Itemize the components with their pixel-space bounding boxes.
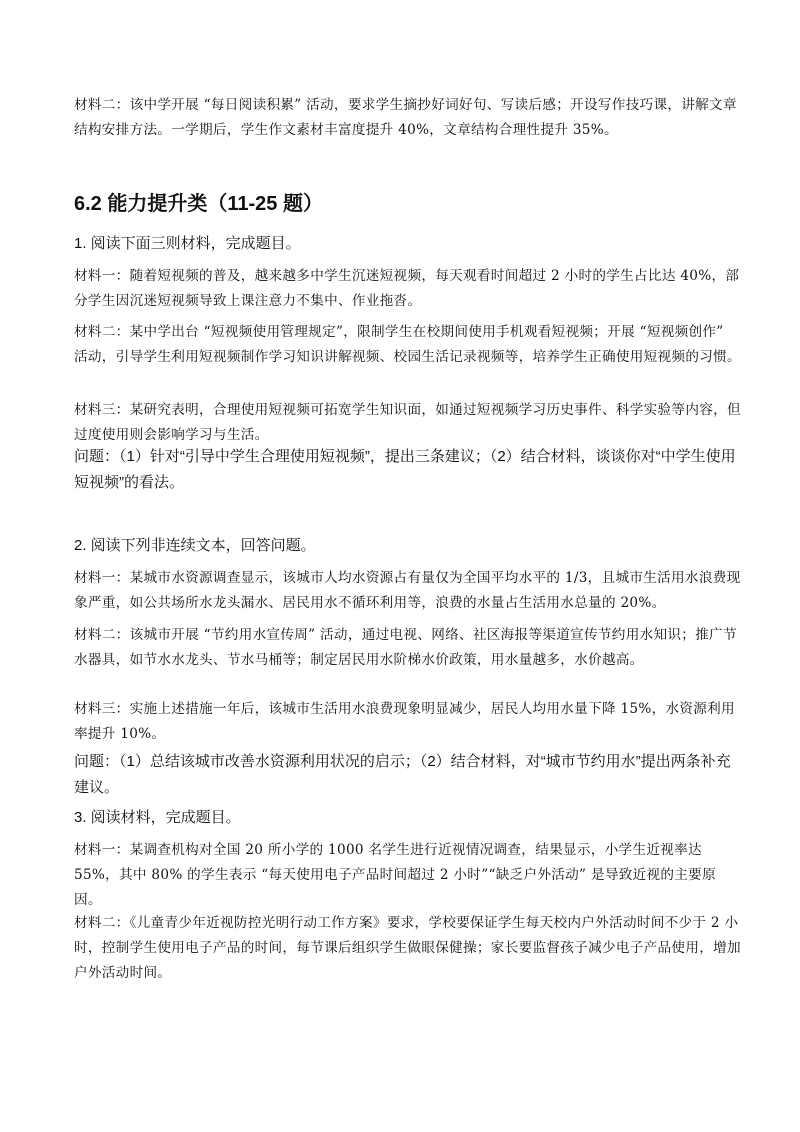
q3-material-2: 材料二：《儿童青少年近视防控光明行动工作方案》要求，学校要保证学生每天校内户外活动时间不少于 2 小时，控制学生使用电子产品的时间，每节课后组织学生做眼保健操；家长要监督孩子减少电子产品使用，增加户外活动时间。 <box>74 915 741 981</box>
section-heading: 6.2 能力提升类（11-25 题） <box>74 193 323 215</box>
q2-question: 问题：（1）总结该城市改善水资源利用状况的启示；（2）结合材料，对“城市节约用水”提出两条补充建议。 <box>74 753 731 796</box>
top-material-2: 材料二：该中学开展 “每日阅读积累” 活动，要求学生摘抄好词好句、写读后感；开设写作技巧课，讲解文章结构安排方法。一学期后，学生作文素材丰富度提升 40%，文章结构合理性提升 35%。 <box>74 97 737 138</box>
q2-material-2: 材料二：该城市开展 “节约用水宣传周” 活动，通过电视、网络、社区海报等渠道宣传节约用水知识；推广节水器具，如节水水龙头、节水马桶等；制定居民用水阶梯水价政策，用水量越多，水价越高。 <box>74 627 737 668</box>
q1-material-3: 材料三：某研究表明，合理使用短视频可拓宽学生知识面，如通过短视频学习历史事件、科学实验等内容，但过度使用则会影响学习与生活。 <box>74 402 741 443</box>
q1-material-1: 材料一：随着短视频的普及，越来越多中学生沉迷短视频，每天观看时间超过 2 小时的学生占比达 40%，部分学生因沉迷短视频导致上课注意力不集中、作业拖沓。 <box>74 268 740 309</box>
q2-material-3: 材料三：实施上述措施一年后，该城市生活用水浪费现象明显减少，居民人均用水量下降 15%，水资源利用率提升 10%。 <box>74 701 735 742</box>
q3-title: 3. 阅读材料，完成题目。 <box>74 809 241 826</box>
q1-material-2: 材料二：某中学出台 “短视频使用管理规定”，限制学生在校期间使用手机观看短视频；开展 “短视频创作” 活动，引导学生利用短视频制作学习知识讲解视频、校园生活记录视频等，培养学生正确使用短视频的习惯。 <box>74 324 741 365</box>
q1-question: 问题：（1）针对“引导中学生合理使用短视频”，提出三条建议；（2）结合材料，谈谈你对“中学生使用短视频”的看法。 <box>74 448 736 491</box>
q3-material-1: 材料一：某调查机构对全国 20 所小学的 1000 名学生进行近视情况调查，结果显示，小学生近视率达 55%，其中 80% 的学生表示 “每天使用电子产品时间超过 2 小时”“缺乏户外活动” 是导致近视的主要原因。 <box>74 842 716 908</box>
q1-title: 1. 阅读下面三则材料，完成题目。 <box>74 235 301 252</box>
q2-material-1: 材料一：某城市水资源调查显示，该城市人均水资源占有量仅为全国平均水平的 1/3，且城市生活用水浪费现象严重，如公共场所水龙头漏水、居民用水不循环利用等，浪费的水量占生活用水总量的 20%。 <box>74 570 741 611</box>
q2-title: 2. 阅读下列非连续文本，回答问题。 <box>74 537 316 554</box>
